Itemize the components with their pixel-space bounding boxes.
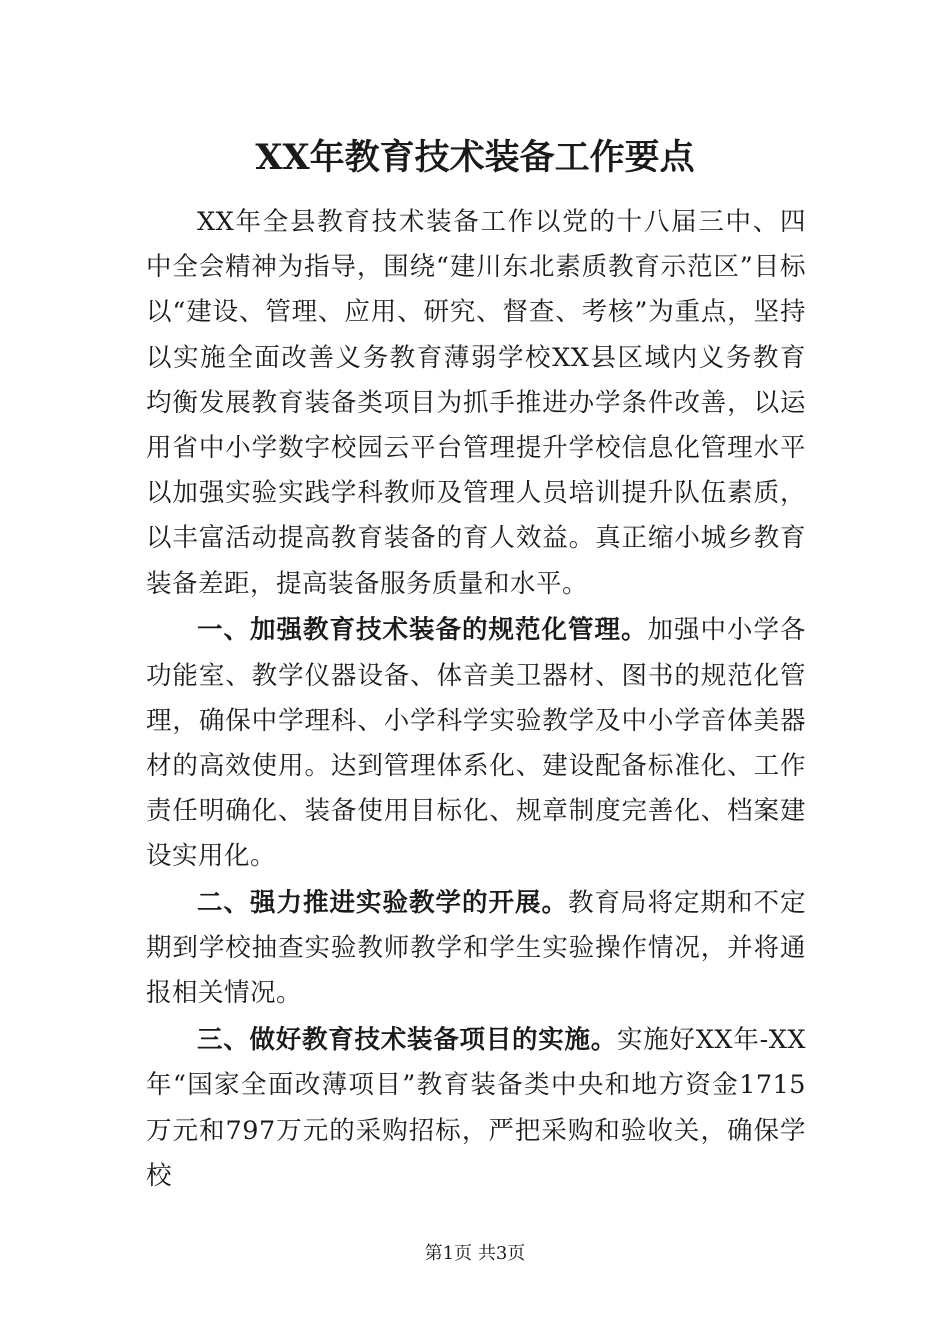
section-text-2: 教育局将定期和不定期到学校抽查实验教师教学和学生实验操作情况，并将通报相关情况。	[146, 888, 806, 1009]
section-text-1: 加强中小学各功能室、教学仪器设备、体音美卫器材、图书的规范化管理，确保中学理科、小学科学实验教学及中小学音体美器材的高效使用。达到管理体系化、建设配备标准化、工作责任明确化、装备使用目标化、规章制度完善化、档案建设实用化。	[146, 615, 806, 872]
page-footer: 第1页 共3页	[424, 1243, 526, 1264]
intro-paragraph: XX年全县教育技术装备工作以党的十八届三中、四中全会精神为指导，围绕“建川东北素质教育示范区”目标以“建设、管理、应用、研究、督查、考核”为重点，坚持以实施全面改善义务教育薄弱学校XX县区域内义务教育均衡发展教育装备类项目为抓手推进办学条件改善，以运用省中小学数字校园云平台管理提升学校信息化管理水平以加强实验实践学科教师及管理人员培训提升队伍素质，以丰富活动提高教育装备的育人效益。真正缩小城乡教育装备差距，提高装备服务质量和水平。	[146, 207, 806, 599]
section-paragraph-3	[146, 1018, 806, 1199]
section-heading-3: 三、做好教育技术装备项目的实施。	[197, 1025, 618, 1056]
section-heading-1: 一、加强教育技术装备的规范化管理。	[197, 615, 648, 646]
document-body	[146, 200, 806, 1199]
section-heading-2: 二、强力推进实验教学的开展。	[197, 888, 568, 919]
section-paragraph-1	[146, 608, 806, 879]
section-paragraph-2	[146, 881, 806, 1017]
document-title: XX年教育技术装备工作要点	[255, 137, 695, 178]
section-text-3: 实施好XX年-XX年“国家全面改薄项目”教育装备类中央和地方资金1715万元和797万元的采购招标，严把采购和验收关，确保学校	[146, 1025, 806, 1191]
